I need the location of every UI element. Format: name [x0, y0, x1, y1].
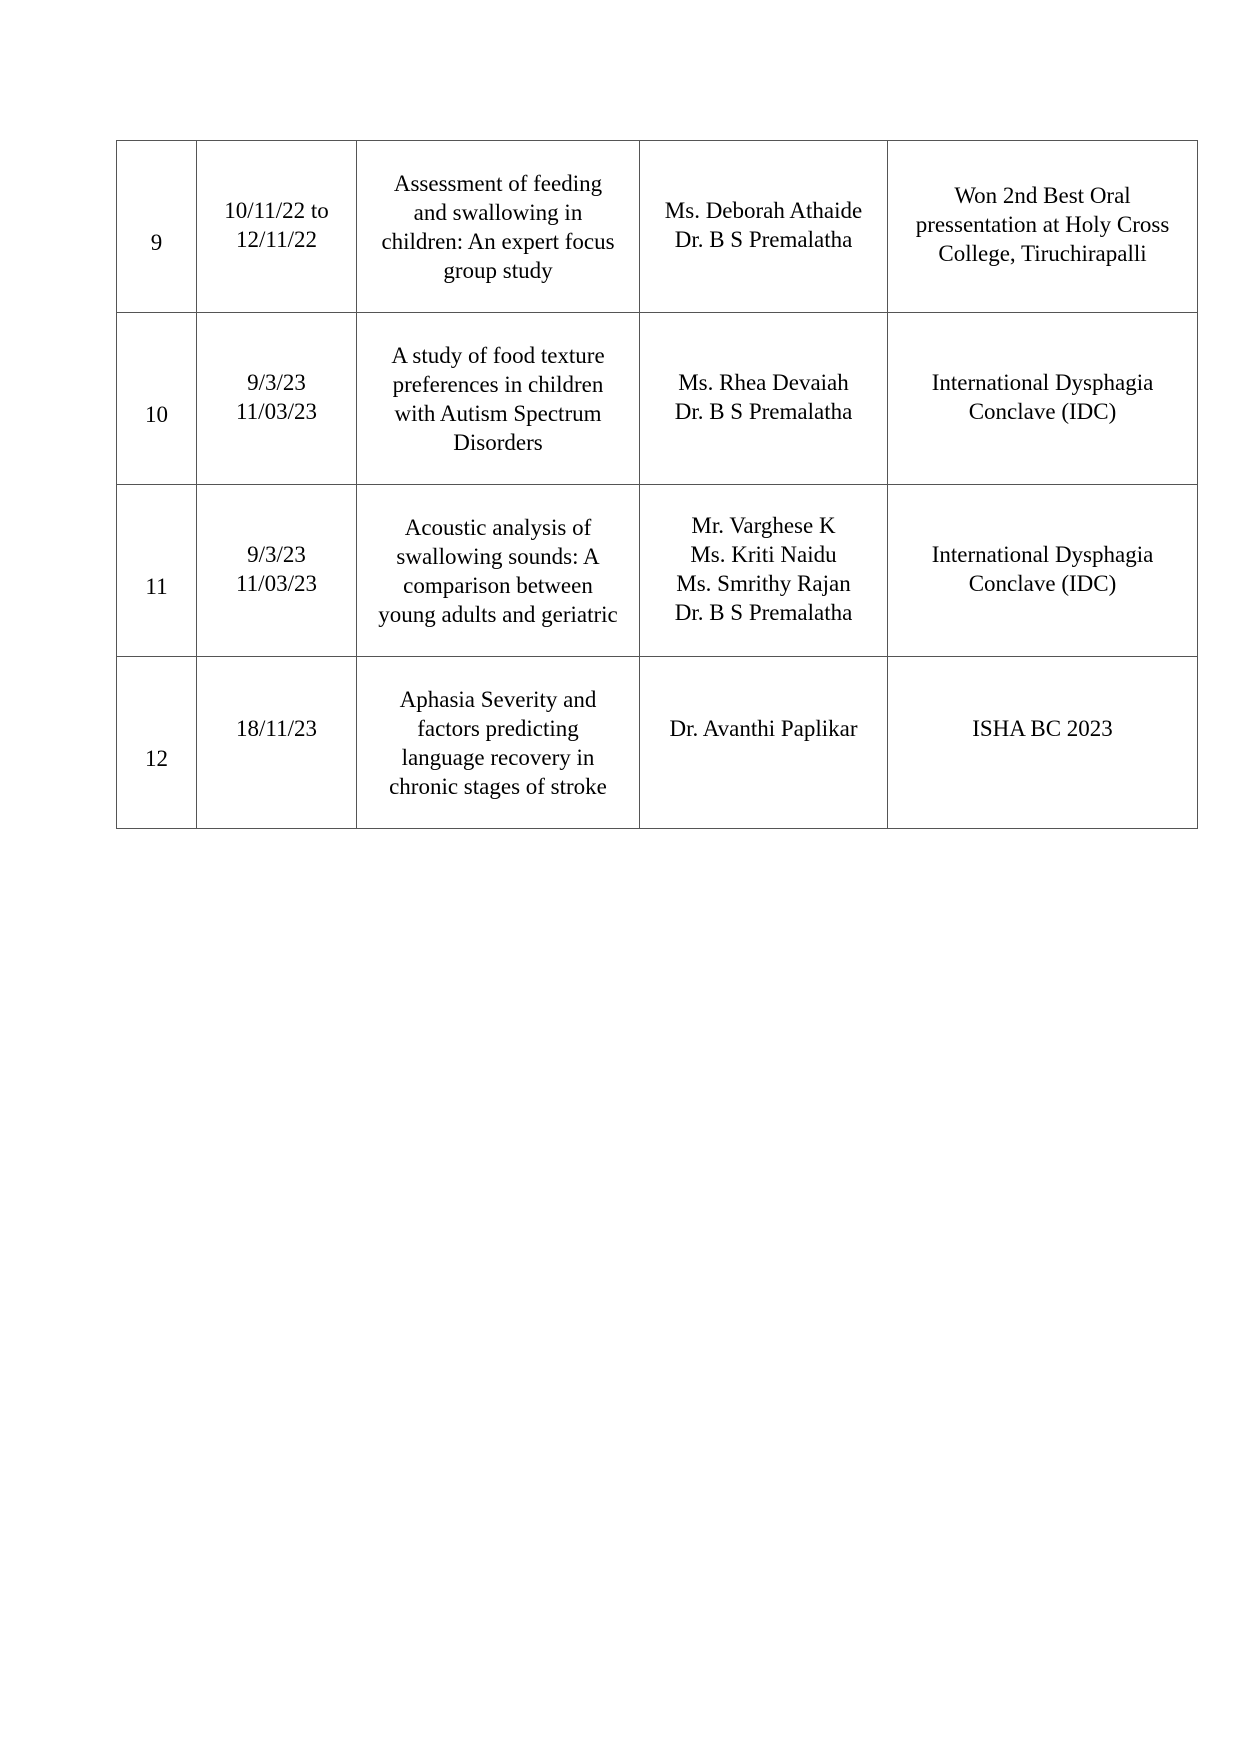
authors-cell [640, 141, 888, 313]
date-line: 18/11/23 [236, 715, 317, 741]
author-name: Ms. Kriti Naidu [690, 541, 837, 567]
venue-line: International Dysphagia [931, 541, 1154, 567]
title-line: preferences in children [392, 371, 604, 397]
venue-cell [888, 485, 1198, 657]
authors-cell [640, 485, 888, 657]
date-cell [197, 141, 357, 313]
author-name: Ms. Rhea Devaiah [678, 369, 849, 395]
author-name: Dr. B S Premalatha [674, 226, 853, 252]
row-number: 9 [150, 230, 163, 255]
table-row [117, 657, 1198, 829]
venue-line: International Dysphagia [931, 369, 1154, 395]
title-line: young adults and geriatric [378, 601, 618, 627]
title-cell [357, 485, 640, 657]
title-line: Disorders [453, 429, 543, 455]
title-line: A study of food texture [391, 342, 605, 368]
venue-line: Conclave (IDC) [968, 398, 1117, 424]
venue-line: Conclave (IDC) [968, 570, 1117, 596]
date-cell [197, 485, 357, 657]
date-cell [197, 657, 357, 829]
title-line: swallowing sounds: A [396, 543, 600, 569]
table-row [117, 485, 1198, 657]
title-line: group study [443, 257, 553, 283]
authors-cell [640, 313, 888, 485]
title-line: and swallowing in [413, 199, 583, 225]
date-line: 10/11/22 to [224, 197, 329, 223]
title-line: language recovery in [401, 744, 595, 770]
author-name: Dr. B S Premalatha [674, 599, 853, 625]
date-line: 9/3/23 [247, 541, 306, 567]
title-line: Acoustic analysis of [404, 514, 592, 540]
venue-line: Won 2nd Best Oral [954, 183, 1131, 208]
row-number-cell [117, 657, 197, 829]
venue-line: pressentation at Holy Cross [915, 212, 1170, 237]
table-row [117, 313, 1198, 485]
row-number: 12 [145, 746, 168, 771]
title-line: chronic stages of stroke [389, 773, 607, 799]
title-cell [357, 313, 640, 485]
venue-cell [888, 141, 1198, 313]
author-name: Dr. B S Premalatha [674, 398, 853, 424]
title-line: comparison between [403, 572, 593, 598]
title-cell [357, 141, 640, 313]
date-line: 9/3/23 [247, 369, 306, 395]
author-name: Mr. Varghese K [691, 512, 836, 538]
venue-line: College, Tiruchirapalli [938, 241, 1147, 266]
author-name: Ms. Deborah Athaide [664, 197, 863, 223]
author-name: Dr. Avanthi Paplikar [669, 715, 858, 741]
row-number: 10 [145, 402, 168, 427]
title-line: Assessment of feeding [393, 170, 603, 196]
venue-cell [888, 657, 1198, 829]
date-line: 11/03/23 [236, 570, 317, 596]
title-cell [357, 657, 640, 829]
row-number-cell [117, 485, 197, 657]
date-line: 12/11/22 [236, 226, 317, 252]
row-number-cell [117, 141, 197, 313]
venue-cell [888, 313, 1198, 485]
date-line: 11/03/23 [236, 398, 317, 424]
date-cell [197, 313, 357, 485]
row-number-cell [117, 313, 197, 485]
row-number: 11 [145, 574, 168, 599]
title-line: factors predicting [417, 715, 579, 741]
title-line: with Autism Spectrum [394, 400, 602, 426]
author-name: Ms. Smrithy Rajan [676, 570, 851, 596]
table-row [117, 141, 1198, 313]
authors-cell [640, 657, 888, 829]
title-line: Aphasia Severity and [399, 686, 597, 712]
title-line: children: An expert focus [381, 228, 615, 254]
records-table [116, 140, 1198, 829]
venue-line: ISHA BC 2023 [972, 715, 1113, 741]
